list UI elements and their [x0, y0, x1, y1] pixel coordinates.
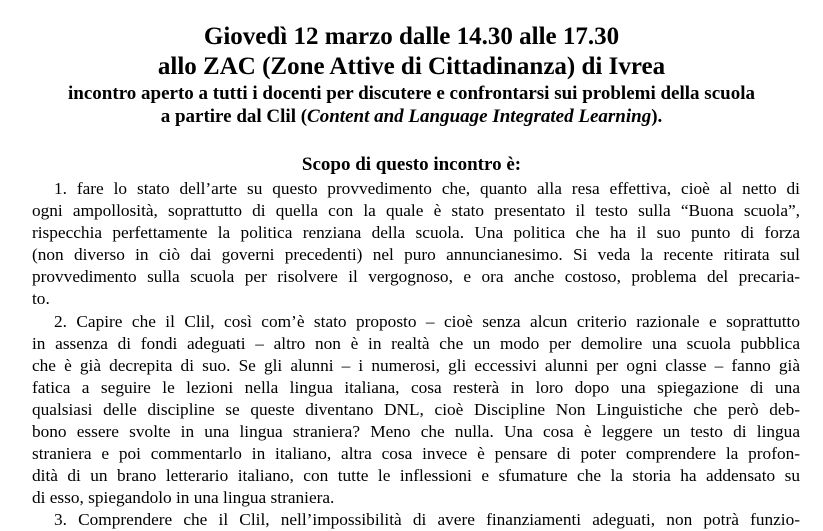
topic-italic: Content and Language Integrated Learning — [307, 106, 652, 127]
section-title: Scopo di questo incontro è: — [301, 154, 522, 175]
paragraph-line: 3. Comprendere che il Clil, nell’impossibilità di avere finanziamenti adeguati, non potrà funzio- — [54, 510, 800, 529]
paragraph-2 — [32, 311, 800, 509]
paragraph-line: straniera e poi commentarlo in italiano, altra cosa invece è pensare di poter comprendere la profon- — [32, 444, 800, 463]
event-topic-heading — [0, 105, 823, 128]
topic-suffix: ). — [651, 106, 663, 127]
paragraph-line: 1. fare lo stato dell’arte su questo provvedimento che, quanto alla resa effettiva, cioè al netto di — [54, 179, 800, 198]
paragraph-line: qualsiasi delle discipline se queste diventano DNL, cioè Discipline Non Linguistiche che però deb- — [32, 400, 800, 419]
paragraph-line: rispecchia perfettamente la politica renziana della scuola. Una politica che ha il suo punto di forza — [32, 223, 800, 242]
paragraph-1 — [32, 178, 800, 310]
paragraph-line: 2. Capire che il Clil, così com’è stato proposto – cioè senza alcun criterio razionale e soprattutto — [54, 312, 800, 331]
paragraph-line: provvedimento sulla scuola per risolvere il vergognoso, e ora anche costoso, problema del precaria- — [32, 267, 800, 286]
paragraph-line: bono essere svolte in una lingua straniera? Meno che nulla. Una cosa è leggere un testo di lingua — [32, 422, 800, 441]
paragraph-line: che è già decrepita di suo. Se gli alunni – i numerosi, gli eccessivi alunni per ogni classe – fanno già — [32, 356, 800, 375]
paragraph-line: (non diverso in ciò dai governi precedenti) nel puro annuncianesimo. Si veda la recente ritirata sul — [32, 245, 800, 264]
event-date-heading: Giovedì 12 marzo dalle 14.30 alle 17.30 — [203, 23, 620, 50]
topic-prefix: a partire dal Clil ( — [160, 106, 308, 127]
paragraph-line: dità di un brano letterario italiano, con tutte le inflessioni e sfumature che la storia ha addensato su — [32, 466, 800, 485]
paragraph-line: di esso, spiegandolo in una lingua straniera. — [32, 488, 335, 507]
paragraph-line: fatica a seguire le lezioni nella lingua italiana, cosa resterà in loro dopo una spiegazione di una — [32, 378, 800, 397]
event-location-heading: allo ZAC (Zone Attive di Cittadinanza) di Ivrea — [157, 53, 666, 80]
event-description-heading: incontro aperto a tutti i docenti per discutere e confrontarsi sui problemi della scuola — [68, 83, 755, 104]
paragraph-line: in assenza di fondi adeguati – altro non è in realtà che un modo per demolire una scuola pubblica — [32, 334, 800, 353]
paragraph-3 — [32, 509, 800, 531]
paragraph-line: ogni ampollosità, soprattutto di quella con la quale è stato presentato il testo sulla “Buona scuola”, — [32, 201, 800, 220]
paragraph-line: to. — [32, 289, 50, 308]
